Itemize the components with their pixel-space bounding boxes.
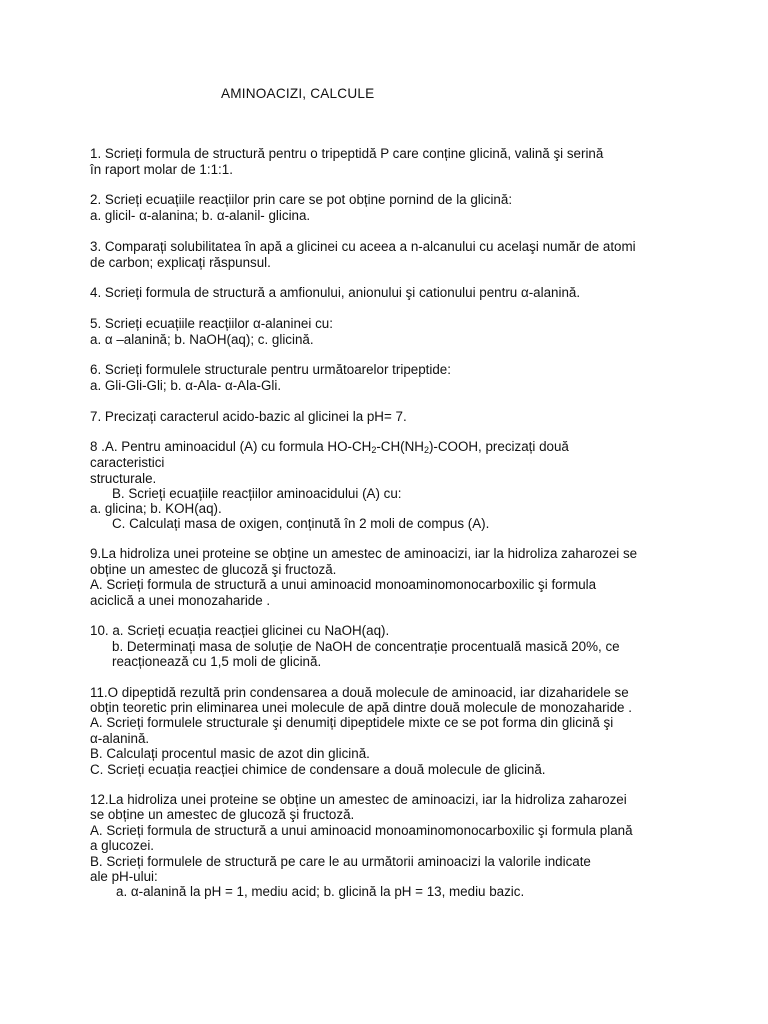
question-10-part-b: b. Determinați masa de soluție de NaOH de concentrație procentuală masică 20%, ce — [112, 639, 620, 654]
question-10-line-3: reacționează cu 1,5 moli de glicină. — [112, 654, 322, 669]
question-3-line-1: 3. Comparați solubilitatea în apă a glicinei cu aceea a n-alcanului cu acelaşi număr de atomi — [90, 239, 636, 254]
question-9-line-3: A. Scrieți formula de structură a unui aminoacid monoaminomonocarboxilic şi formula — [90, 577, 597, 592]
question-5-line-2: a. α –alanină; b. NaOH(aq); c. glicină. — [90, 332, 314, 347]
q8-subscript-1: 2 — [371, 445, 377, 455]
question-7-line-1: 7. Precizați caracterul acido-bazic al glicinei la pH= 7. — [90, 409, 407, 424]
question-5-line-1: 5. Scrieți ecuațiile reacțiilor α-alaninei cu: — [90, 316, 333, 331]
question-6-line-2: a. Gli-Gli-Gli; b. α-Ala- α-Ala-Gli. — [90, 378, 282, 393]
question-8-part-c: C. Calculați masa de oxigen, conținută în 2 moli de compus (A). — [112, 516, 490, 531]
question-11-line-3: A. Scrieți formulele structurale şi denumiți dipeptidele mixte ce se pot forma din glicină şi — [90, 715, 614, 730]
question-11-line-5: B. Calculați procentul masic de azot din glicină. — [90, 746, 370, 761]
question-11-line-6: C. Scrieți ecuația reacției chimice de condensare a două molecule de glicină. — [90, 762, 546, 777]
question-8-line-5: a. glicina; b. KOH(aq). — [90, 501, 222, 516]
page-title: AMINOACIZI, CALCULE — [221, 86, 375, 101]
question-11-line-1: 11.O dipeptidă rezultă prin condensarea a două molecule de aminoacid, iar dizaharidele se — [90, 685, 629, 700]
question-12-line-2: se obține un amestec de glucoză şi fructoză. — [90, 807, 355, 822]
question-8-line-3: structurale. — [90, 471, 157, 486]
question-2-line-1: 2. Scrieți ecuațiile reacțiilor prin care se pot obține pornind de la glicină: — [90, 192, 513, 207]
question-9-line-2: obține un amestec de glucoză şi fructoză. — [90, 562, 337, 577]
question-12-line-4: a glucozei. — [90, 838, 155, 853]
q8-text-a: 8 .A. Pentru aminoacidul (A) cu formula HO-CH — [90, 439, 372, 454]
q8-text-b: -CH(NH — [376, 439, 424, 454]
question-2-line-2: a. glicil- α-alanina; b. α-alanil- glicina. — [90, 208, 311, 223]
question-3-line-2: de carbon; explicați răspunsul. — [90, 255, 271, 270]
question-12-line-5: B. Scrieți formulele de structură pe care le au următorii aminoacizi la valorile indicate — [90, 854, 591, 869]
q8-text-c: )-COOH, precizați două — [428, 439, 569, 454]
question-12-line-1: 12.La hidroliza unei proteine se obține un amestec de aminoacizi, iar la hidroliza zaharozei — [90, 792, 627, 807]
question-6-line-1: 6. Scrieți formulele structurale pentru următoarelor tripeptide: — [90, 362, 451, 377]
question-4-line-1: 4. Scrieți formula de structură a amfionului, anionului şi cationului pentru α-alanină. — [90, 285, 581, 300]
question-9-line-1: 9.La hidroliza unei proteine se obține un amestec de aminoacizi, iar la hidroliza zaharozei se — [90, 546, 638, 561]
question-12-line-3: A. Scrieți formula de structură a unui aminoacid monoaminomonocarboxilic şi formula plană — [90, 823, 633, 838]
question-12-line-6: ale pH-ului: — [90, 869, 158, 884]
question-1-line-2: în raport molar de 1:1:1. — [90, 162, 233, 177]
question-11-line-4: α-alanină. — [90, 731, 150, 746]
q8-subscript-2: 2 — [423, 445, 429, 455]
question-9-line-4: aciclică a unei monozaharide . — [90, 593, 271, 608]
question-10-line-1: 10. a. Scrieți ecuația reacției glicinei cu NaOH(aq). — [90, 623, 390, 638]
question-8-part-b: B. Scrieți ecuațiile reacțiilor aminoacidului (A) cu: — [112, 486, 402, 501]
question-8-line-1 — [90, 439, 569, 455]
question-8-line-2: caracteristici — [90, 455, 165, 470]
question-11-line-2: obțin teoretic prin eliminarea unei molecule de apă dintre două molecule de monozaharide . — [90, 700, 632, 715]
question-1-line-1: 1. Scrieți formula de structură pentru o tripeptidă P care conține glicină, valină şi serină — [90, 146, 604, 161]
question-12-line-7: a. α-alanină la pH = 1, mediu acid; b. glicină la pH = 13, mediu bazic. — [116, 884, 525, 899]
